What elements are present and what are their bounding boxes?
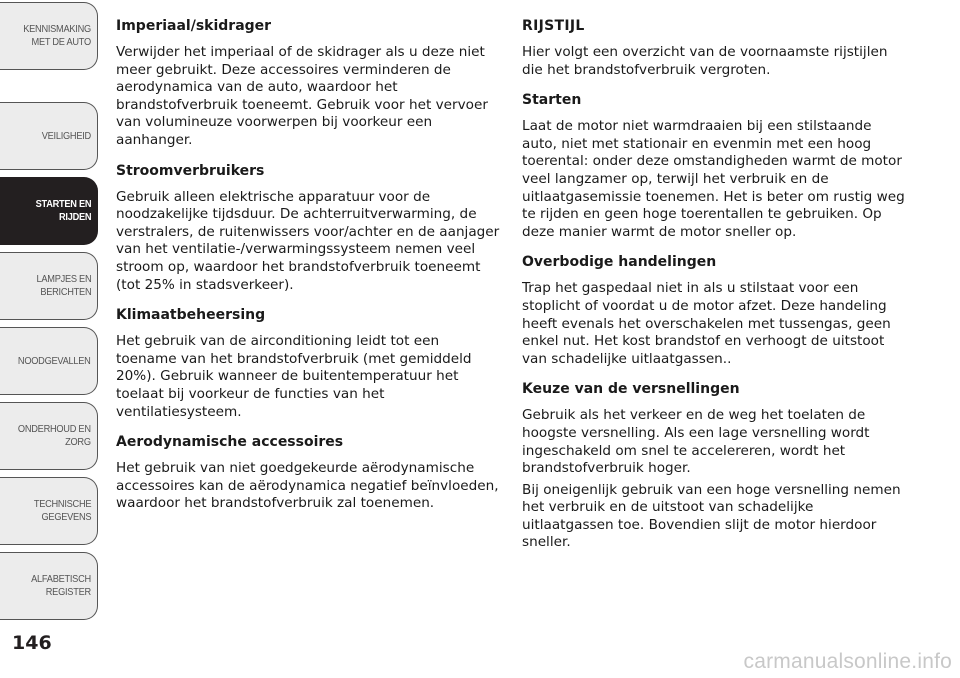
section-heading: Keuze van de versnellingen: [522, 381, 740, 398]
tab-onderhoud-en-zorg[interactable]: [0, 402, 98, 470]
section-paragraph: Laat de motor niet warmdraaien bij een stilstaande auto, niet met stationair en evenmin met een hoog toerental: onder deze omstandigheden warmt de motor veel langzamer op, terwijl het verbruik en de uitlaatgasemissie toenemen. Het is beter om rustig weg te rijden en geen hoge toerentallen te gebruiken. Op deze manier warmt de motor sneller op.: [522, 118, 905, 240]
section-klimaatbeheersing: [116, 307, 501, 421]
section-paragraph: Verwijder het imperiaal of de skidrager als u deze niet meer gebruikt. Deze accessoires verminderen de aerodynamica van de auto, waardoor het brandstofverbruik toeneemt. Gebruik voor het vervoer van volumineuze voorwerpen bij voorkeur een aanhanger.: [116, 44, 488, 148]
right-column: [522, 18, 907, 565]
section-paragraph: Gebruik als het verkeer en de weg het toelaten de hoogste versnelling. Als een lage versnelling wordt ingeschakeld om snel te accelereren, wordt het brandstofverbruik hoger.: [522, 407, 870, 477]
tab-kennismaking[interactable]: [0, 2, 98, 70]
tab-label: KENNISMAKING MET DE AUTO: [23, 23, 91, 48]
section-heading: Imperiaal/skidrager: [116, 18, 272, 34]
section-aerodynamische-accessoires: [116, 434, 501, 513]
section-rijstijl: [522, 18, 907, 79]
section-paragraph: Het gebruik van de airconditioning leidt tot een toename van het brandstofverbruik (met gemiddeld 20%). Gebruik wanneer de buitentemperatuur het toelaat bij voorkeur de functies van het ventilatiesysteem.: [116, 333, 472, 420]
section-heading: Starten: [522, 92, 582, 109]
tab-lampjes-en-berichten[interactable]: [0, 252, 98, 320]
section-paragraph: Gebruik alleen elektrische apparatuur voor de noodzakelijke tijdsduur. De achterruitverwarming, de verstralers, de ruitenwissers voor/achter en de aanjager van het ventilatie-/verwarmingssysteem nemen veel stroom op, waardoor het brandstofverbruik toeneemt (tot 25% in stadsverkeer).: [116, 188, 500, 293]
watermark: carmanualsonline.info: [743, 650, 952, 673]
section-heading: Aerodynamische accessoires: [116, 434, 344, 451]
tab-alfabetisch-register[interactable]: [0, 552, 98, 620]
left-column: [116, 18, 501, 526]
tab-label: ALFABETISCH REGISTER: [31, 573, 91, 598]
section-imperiaal: [116, 18, 501, 150]
tab-label: STARTEN EN RIJDEN: [35, 198, 91, 223]
section-paragraph: Hier volgt een overzicht van de voornaamste rijstijlen die het brandstofverbruik vergroten.: [522, 44, 888, 78]
section-overbodige-handelingen: [522, 254, 907, 368]
section-paragraph: Het gebruik van niet goedgekeurde aërodynamische accessoires kan de aërodynamica negatief beïnvloeden, waardoor het brandstofverbruik zal toenemen.: [116, 460, 499, 512]
tab-noodgevallen[interactable]: [0, 327, 98, 395]
section-keuze-versnellingen: [522, 381, 907, 552]
page-number: 146: [12, 632, 52, 654]
tab-label: LAMPJES EN BERICHTEN: [36, 273, 91, 298]
tab-veiligheid[interactable]: [0, 102, 98, 170]
section-heading: Overbodige handelingen: [522, 254, 717, 271]
section-paragraph: Bij oneigenlijk gebruik van een hoge versnelling nemen het verbruik en de uitstoot van schadelijke uitlaatgassen toe. Bovendien slijt de motor hierdoor sneller.: [522, 481, 901, 551]
section-heading: RIJSTIJL: [522, 18, 585, 34]
tab-technische-gegevens[interactable]: [0, 477, 98, 545]
chapter-tabs: [0, 0, 100, 678]
tab-label: NOODGEVALLEN: [18, 354, 91, 367]
tab-label: TECHNISCHE GEGEVENS: [33, 498, 91, 523]
tab-starten-en-rijden[interactable]: [0, 177, 98, 245]
section-starten: [522, 92, 907, 241]
tab-label: ONDERHOUD EN ZORG: [18, 423, 91, 448]
section-heading: Stroomverbruikers: [116, 162, 265, 179]
section-paragraph: Trap het gaspedaal niet in als u stilstaat voor een stoplicht of voordat u de motor afzet. Deze handeling heeft evenals het overschakelen met tussengas, geen enkel nut. Het kost brandstof en verhoogt de uitstoot van schadelijke uitlaatgassen..: [522, 280, 891, 367]
section-heading: Klimaatbeheersing: [116, 307, 266, 324]
section-stroomverbruikers: [116, 163, 501, 295]
tab-label: VEILIGHEID: [41, 129, 91, 142]
